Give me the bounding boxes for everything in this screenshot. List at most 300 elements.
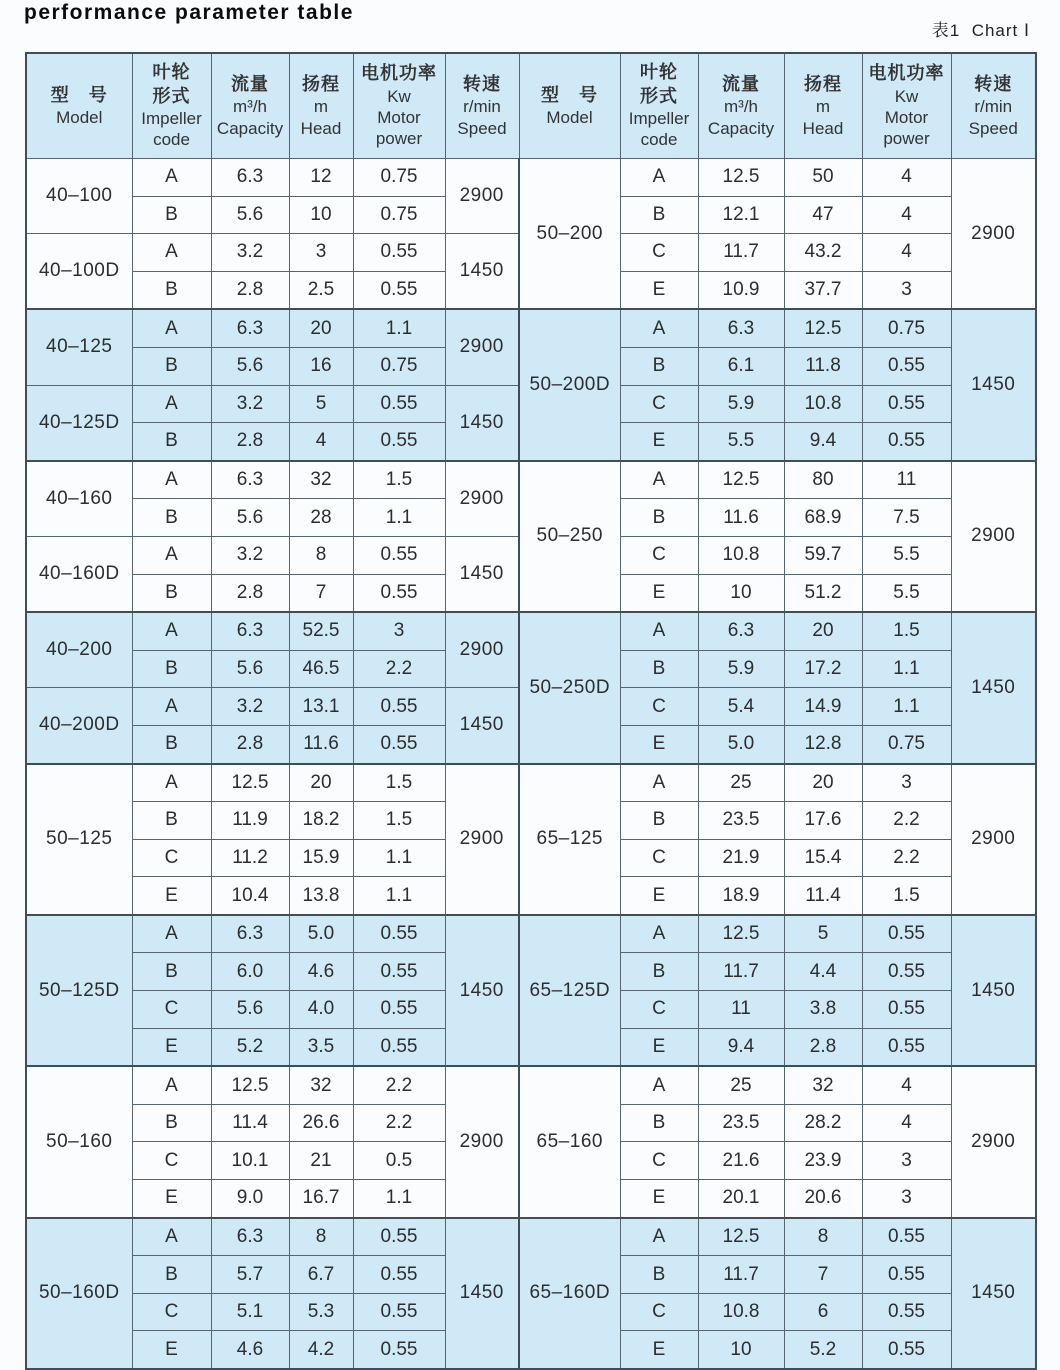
table-header bbox=[26, 53, 1036, 159]
model-cell: 40–125D bbox=[26, 385, 132, 461]
header-speed-left: 转速 r/min Speed bbox=[445, 53, 519, 159]
head-cell: 6 bbox=[784, 1293, 862, 1331]
power-cell: 5.5 bbox=[862, 536, 951, 574]
model-cell: 50–200D bbox=[519, 309, 620, 460]
power-cell: 0.75 bbox=[353, 196, 445, 234]
model-cell: 40–125 bbox=[26, 309, 132, 385]
impeller-code-cell: E bbox=[620, 423, 698, 461]
head-cell: 8 bbox=[289, 1218, 353, 1256]
head-cell: 12.5 bbox=[784, 309, 862, 347]
header-model-right: 型 号 Model bbox=[519, 53, 620, 159]
impeller-code-cell: A bbox=[620, 612, 698, 650]
table-row bbox=[26, 915, 1036, 953]
power-cell: 0.55 bbox=[353, 991, 445, 1029]
impeller-code-cell: E bbox=[620, 877, 698, 915]
table-row bbox=[26, 1218, 1036, 1256]
impeller-code-cell: C bbox=[620, 839, 698, 877]
capacity-cell: 6.3 bbox=[211, 461, 289, 499]
impeller-code-cell: C bbox=[132, 1142, 211, 1180]
capacity-cell: 6.3 bbox=[698, 309, 784, 347]
impeller-code-cell: B bbox=[620, 953, 698, 991]
capacity-cell: 10.8 bbox=[698, 536, 784, 574]
capacity-cell: 5.5 bbox=[698, 423, 784, 461]
impeller-code-cell: B bbox=[132, 499, 211, 537]
head-cell: 32 bbox=[289, 461, 353, 499]
capacity-cell: 10.1 bbox=[211, 1142, 289, 1180]
head-cell: 47 bbox=[784, 196, 862, 234]
capacity-cell: 6.3 bbox=[211, 1218, 289, 1256]
capacity-cell: 12.5 bbox=[698, 1218, 784, 1256]
capacity-cell: 12.5 bbox=[698, 461, 784, 499]
impeller-code-cell: C bbox=[620, 688, 698, 726]
impeller-code-cell: A bbox=[620, 159, 698, 197]
impeller-code-cell: C bbox=[620, 1293, 698, 1331]
power-cell: 2.2 bbox=[353, 1066, 445, 1104]
model-cell: 40–200D bbox=[26, 688, 132, 764]
impeller-code-cell: B bbox=[132, 423, 211, 461]
model-cell: 50–125D bbox=[26, 915, 132, 1066]
head-cell: 43.2 bbox=[784, 234, 862, 272]
head-cell: 5.0 bbox=[289, 915, 353, 953]
power-cell: 0.55 bbox=[353, 953, 445, 991]
impeller-code-cell: E bbox=[620, 1180, 698, 1218]
impeller-code-cell: C bbox=[132, 839, 211, 877]
speed-cell: 1450 bbox=[445, 1218, 519, 1369]
head-cell: 7 bbox=[289, 574, 353, 612]
impeller-code-cell: C bbox=[620, 385, 698, 423]
power-cell: 2.2 bbox=[862, 802, 951, 840]
capacity-cell: 11.2 bbox=[211, 839, 289, 877]
power-cell: 1.5 bbox=[353, 461, 445, 499]
speed-cell: 2900 bbox=[445, 1066, 519, 1217]
head-cell: 3.8 bbox=[784, 991, 862, 1029]
head-cell: 10.8 bbox=[784, 385, 862, 423]
head-cell: 50 bbox=[784, 159, 862, 197]
power-cell: 1.1 bbox=[862, 650, 951, 688]
power-cell: 0.55 bbox=[862, 991, 951, 1029]
power-cell: 0.55 bbox=[353, 385, 445, 423]
power-cell: 1.1 bbox=[862, 688, 951, 726]
head-cell: 59.7 bbox=[784, 536, 862, 574]
impeller-code-cell: B bbox=[620, 499, 698, 537]
capacity-cell: 5.6 bbox=[211, 347, 289, 385]
capacity-cell: 6.0 bbox=[211, 953, 289, 991]
head-cell: 5.2 bbox=[784, 1331, 862, 1369]
capacity-cell: 18.9 bbox=[698, 877, 784, 915]
head-cell: 16 bbox=[289, 347, 353, 385]
capacity-cell: 2.8 bbox=[211, 271, 289, 309]
model-cell: 40–160D bbox=[26, 536, 132, 612]
capacity-cell: 2.8 bbox=[211, 423, 289, 461]
capacity-cell: 11.4 bbox=[211, 1104, 289, 1142]
impeller-code-cell: C bbox=[132, 1293, 211, 1331]
power-cell: 0.75 bbox=[862, 309, 951, 347]
head-cell: 8 bbox=[289, 536, 353, 574]
power-cell: 1.1 bbox=[353, 309, 445, 347]
power-cell: 3 bbox=[862, 1142, 951, 1180]
capacity-cell: 10.9 bbox=[698, 271, 784, 309]
model-cell: 50–160 bbox=[26, 1066, 132, 1217]
head-cell: 52.5 bbox=[289, 612, 353, 650]
power-cell: 0.55 bbox=[353, 688, 445, 726]
power-cell: 1.1 bbox=[353, 1180, 445, 1218]
head-cell: 4 bbox=[289, 423, 353, 461]
capacity-cell: 11.7 bbox=[698, 234, 784, 272]
impeller-code-cell: B bbox=[132, 347, 211, 385]
power-cell: 3 bbox=[862, 271, 951, 309]
head-cell: 20.6 bbox=[784, 1180, 862, 1218]
capacity-cell: 12.1 bbox=[698, 196, 784, 234]
speed-cell: 1450 bbox=[445, 536, 519, 612]
speed-cell: 1450 bbox=[445, 915, 519, 1066]
head-cell: 18.2 bbox=[289, 802, 353, 840]
head-cell: 28.2 bbox=[784, 1104, 862, 1142]
power-cell: 0.55 bbox=[862, 1293, 951, 1331]
impeller-code-cell: B bbox=[620, 1256, 698, 1294]
head-cell: 8 bbox=[784, 1218, 862, 1256]
capacity-cell: 23.5 bbox=[698, 1104, 784, 1142]
header-impeller-right: 叶轮 形式 Impeller code bbox=[620, 53, 698, 159]
capacity-cell: 6.3 bbox=[211, 915, 289, 953]
capacity-cell: 5.6 bbox=[211, 991, 289, 1029]
head-cell: 32 bbox=[289, 1066, 353, 1104]
impeller-code-cell: A bbox=[132, 915, 211, 953]
power-cell: 1.5 bbox=[862, 612, 951, 650]
head-cell: 5 bbox=[289, 385, 353, 423]
model-cell: 40–160 bbox=[26, 461, 132, 537]
power-cell: 0.75 bbox=[353, 159, 445, 197]
head-cell: 11.6 bbox=[289, 725, 353, 763]
capacity-cell: 25 bbox=[698, 764, 784, 802]
impeller-code-cell: A bbox=[132, 1218, 211, 1256]
capacity-cell: 4.6 bbox=[211, 1331, 289, 1369]
speed-cell: 1450 bbox=[951, 915, 1036, 1066]
power-cell: 0.55 bbox=[353, 423, 445, 461]
power-cell: 1.1 bbox=[353, 839, 445, 877]
head-cell: 3.5 bbox=[289, 1028, 353, 1066]
table-row bbox=[26, 1066, 1036, 1104]
capacity-cell: 10.4 bbox=[211, 877, 289, 915]
table-body bbox=[26, 159, 1036, 1370]
capacity-cell: 21.9 bbox=[698, 839, 784, 877]
power-cell: 0.55 bbox=[862, 1218, 951, 1256]
impeller-code-cell: A bbox=[620, 461, 698, 499]
impeller-code-cell: B bbox=[132, 574, 211, 612]
impeller-code-cell: B bbox=[620, 196, 698, 234]
power-cell: 0.55 bbox=[862, 1331, 951, 1369]
impeller-code-cell: B bbox=[132, 1104, 211, 1142]
capacity-cell: 5.9 bbox=[698, 650, 784, 688]
speed-cell: 2900 bbox=[951, 1066, 1036, 1217]
capacity-cell: 25 bbox=[698, 1066, 784, 1104]
impeller-code-cell: A bbox=[620, 1066, 698, 1104]
header-power-right: 电机功率 Kw Motor power bbox=[862, 53, 951, 159]
power-cell: 0.55 bbox=[353, 1256, 445, 1294]
impeller-code-cell: B bbox=[132, 1256, 211, 1294]
capacity-cell: 6.3 bbox=[698, 612, 784, 650]
table-row bbox=[26, 159, 1036, 197]
head-cell: 26.6 bbox=[289, 1104, 353, 1142]
power-cell: 1.5 bbox=[862, 877, 951, 915]
performance-parameter-table bbox=[25, 52, 1037, 1370]
head-cell: 2.8 bbox=[784, 1028, 862, 1066]
model-cell: 65–125D bbox=[519, 915, 620, 1066]
impeller-code-cell: B bbox=[132, 725, 211, 763]
speed-cell: 1450 bbox=[445, 385, 519, 461]
power-cell: 0.55 bbox=[353, 574, 445, 612]
chart-label-en: Chart Ⅰ bbox=[971, 21, 1030, 40]
power-cell: 0.55 bbox=[862, 1256, 951, 1294]
power-cell: 0.55 bbox=[353, 725, 445, 763]
power-cell: 0.75 bbox=[353, 347, 445, 385]
impeller-code-cell: A bbox=[132, 688, 211, 726]
impeller-code-cell: A bbox=[620, 1218, 698, 1256]
head-cell: 17.2 bbox=[784, 650, 862, 688]
impeller-code-cell: C bbox=[620, 536, 698, 574]
model-cell: 50–200 bbox=[519, 159, 620, 310]
impeller-code-cell: B bbox=[620, 347, 698, 385]
impeller-code-cell: A bbox=[132, 764, 211, 802]
head-cell: 28 bbox=[289, 499, 353, 537]
head-cell: 20 bbox=[289, 309, 353, 347]
capacity-cell: 5.1 bbox=[211, 1293, 289, 1331]
model-cell: 65–125 bbox=[519, 764, 620, 915]
capacity-cell: 5.7 bbox=[211, 1256, 289, 1294]
head-cell: 12.8 bbox=[784, 725, 862, 763]
capacity-cell: 20.1 bbox=[698, 1180, 784, 1218]
power-cell: 0.5 bbox=[353, 1142, 445, 1180]
power-cell: 0.55 bbox=[353, 915, 445, 953]
impeller-code-cell: E bbox=[132, 1331, 211, 1369]
impeller-code-cell: A bbox=[132, 385, 211, 423]
head-cell: 5 bbox=[784, 915, 862, 953]
head-cell: 20 bbox=[289, 764, 353, 802]
power-cell: 3 bbox=[353, 612, 445, 650]
table-row bbox=[26, 612, 1036, 650]
power-cell: 0.55 bbox=[353, 1028, 445, 1066]
capacity-cell: 11 bbox=[698, 991, 784, 1029]
speed-cell: 2900 bbox=[445, 612, 519, 688]
capacity-cell: 5.2 bbox=[211, 1028, 289, 1066]
head-cell: 15.9 bbox=[289, 839, 353, 877]
impeller-code-cell: A bbox=[132, 309, 211, 347]
impeller-code-cell: C bbox=[620, 991, 698, 1029]
head-cell: 11.4 bbox=[784, 877, 862, 915]
capacity-cell: 11.9 bbox=[211, 802, 289, 840]
capacity-cell: 3.2 bbox=[211, 385, 289, 423]
impeller-code-cell: B bbox=[620, 650, 698, 688]
chart-number-label bbox=[932, 16, 1030, 41]
impeller-code-cell: C bbox=[620, 234, 698, 272]
table-row bbox=[26, 764, 1036, 802]
head-cell: 23.9 bbox=[784, 1142, 862, 1180]
capacity-cell: 6.1 bbox=[698, 347, 784, 385]
head-cell: 3 bbox=[289, 234, 353, 272]
head-cell: 13.1 bbox=[289, 688, 353, 726]
head-cell: 10 bbox=[289, 196, 353, 234]
power-cell: 0.55 bbox=[862, 953, 951, 991]
impeller-code-cell: E bbox=[620, 725, 698, 763]
power-cell: 0.55 bbox=[353, 1218, 445, 1256]
capacity-cell: 21.6 bbox=[698, 1142, 784, 1180]
impeller-code-cell: B bbox=[132, 802, 211, 840]
power-cell: 1.1 bbox=[353, 877, 445, 915]
head-cell: 32 bbox=[784, 1066, 862, 1104]
head-cell: 7 bbox=[784, 1256, 862, 1294]
model-cell: 40–200 bbox=[26, 612, 132, 688]
impeller-code-cell: E bbox=[132, 1180, 211, 1218]
capacity-cell: 11.7 bbox=[698, 953, 784, 991]
speed-cell: 2900 bbox=[951, 461, 1036, 612]
power-cell: 1.5 bbox=[353, 802, 445, 840]
impeller-code-cell: B bbox=[620, 802, 698, 840]
model-cell: 65–160 bbox=[519, 1066, 620, 1217]
power-cell: 0.55 bbox=[353, 1293, 445, 1331]
impeller-code-cell: E bbox=[620, 1028, 698, 1066]
head-cell: 46.5 bbox=[289, 650, 353, 688]
power-cell: 0.55 bbox=[353, 1331, 445, 1369]
capacity-cell: 6.3 bbox=[211, 159, 289, 197]
impeller-code-cell: A bbox=[620, 764, 698, 802]
head-cell: 13.8 bbox=[289, 877, 353, 915]
impeller-code-cell: B bbox=[620, 1104, 698, 1142]
capacity-cell: 23.5 bbox=[698, 802, 784, 840]
power-cell: 4 bbox=[862, 196, 951, 234]
model-cell: 65–160D bbox=[519, 1218, 620, 1369]
chart-label-zh: 表1 bbox=[931, 21, 961, 40]
power-cell: 4 bbox=[862, 159, 951, 197]
head-cell: 9.4 bbox=[784, 423, 862, 461]
power-cell: 0.55 bbox=[862, 1028, 951, 1066]
capacity-cell: 5.6 bbox=[211, 196, 289, 234]
power-cell: 3 bbox=[862, 1180, 951, 1218]
head-cell: 5.3 bbox=[289, 1293, 353, 1331]
power-cell: 3 bbox=[862, 764, 951, 802]
power-cell: 0.55 bbox=[862, 915, 951, 953]
head-cell: 14.9 bbox=[784, 688, 862, 726]
capacity-cell: 9.0 bbox=[211, 1180, 289, 1218]
power-cell: 0.55 bbox=[862, 347, 951, 385]
impeller-code-cell: A bbox=[132, 234, 211, 272]
power-cell: 4 bbox=[862, 234, 951, 272]
head-cell: 4.2 bbox=[289, 1331, 353, 1369]
capacity-cell: 3.2 bbox=[211, 688, 289, 726]
head-cell: 15.4 bbox=[784, 839, 862, 877]
head-cell: 4.0 bbox=[289, 991, 353, 1029]
power-cell: 2.2 bbox=[353, 650, 445, 688]
impeller-code-cell: B bbox=[132, 650, 211, 688]
impeller-code-cell: B bbox=[132, 953, 211, 991]
header-model-left: 型 号 Model bbox=[26, 53, 132, 159]
power-cell: 1.5 bbox=[353, 764, 445, 802]
page-title: performance parameter table bbox=[24, 1, 354, 24]
head-cell: 51.2 bbox=[784, 574, 862, 612]
speed-cell: 2900 bbox=[445, 461, 519, 537]
power-cell: 0.55 bbox=[353, 271, 445, 309]
head-cell: 4.4 bbox=[784, 953, 862, 991]
header-power-left: 电机功率 Kw Motor power bbox=[353, 53, 445, 159]
capacity-cell: 11.6 bbox=[698, 499, 784, 537]
power-cell: 11 bbox=[862, 461, 951, 499]
capacity-cell: 3.2 bbox=[211, 536, 289, 574]
capacity-cell: 2.8 bbox=[211, 725, 289, 763]
head-cell: 4.6 bbox=[289, 953, 353, 991]
speed-cell: 1450 bbox=[445, 234, 519, 310]
power-cell: 4 bbox=[862, 1104, 951, 1142]
capacity-cell: 5.0 bbox=[698, 725, 784, 763]
power-cell: 0.55 bbox=[862, 423, 951, 461]
capacity-cell: 10.8 bbox=[698, 1293, 784, 1331]
head-cell: 20 bbox=[784, 764, 862, 802]
capacity-cell: 12.5 bbox=[698, 159, 784, 197]
speed-cell: 1450 bbox=[445, 688, 519, 764]
model-cell: 50–160D bbox=[26, 1218, 132, 1369]
impeller-code-cell: A bbox=[132, 159, 211, 197]
speed-cell: 2900 bbox=[445, 309, 519, 385]
header-impeller-left: 叶轮 形式 Impeller code bbox=[132, 53, 211, 159]
model-cell: 40–100D bbox=[26, 234, 132, 310]
power-cell: 2.2 bbox=[862, 839, 951, 877]
impeller-code-cell: A bbox=[620, 309, 698, 347]
model-cell: 50–250D bbox=[519, 612, 620, 763]
impeller-code-cell: A bbox=[620, 915, 698, 953]
model-cell: 40–100 bbox=[26, 159, 132, 234]
impeller-code-cell: C bbox=[620, 1142, 698, 1180]
head-cell: 20 bbox=[784, 612, 862, 650]
head-cell: 6.7 bbox=[289, 1256, 353, 1294]
speed-cell: 1450 bbox=[951, 309, 1036, 460]
impeller-code-cell: E bbox=[132, 877, 211, 915]
head-cell: 21 bbox=[289, 1142, 353, 1180]
capacity-cell: 12.5 bbox=[211, 764, 289, 802]
power-cell: 0.75 bbox=[862, 725, 951, 763]
header-capacity-right: 流量 m³/h Capacity bbox=[698, 53, 784, 159]
impeller-code-cell: E bbox=[132, 1028, 211, 1066]
power-cell: 1.1 bbox=[353, 499, 445, 537]
capacity-cell: 10 bbox=[698, 1331, 784, 1369]
head-cell: 11.8 bbox=[784, 347, 862, 385]
model-cell: 50–250 bbox=[519, 461, 620, 612]
capacity-cell: 6.3 bbox=[211, 309, 289, 347]
capacity-cell: 9.4 bbox=[698, 1028, 784, 1066]
power-cell: 5.5 bbox=[862, 574, 951, 612]
power-cell: 0.55 bbox=[862, 385, 951, 423]
head-cell: 68.9 bbox=[784, 499, 862, 537]
header-row bbox=[26, 53, 1036, 159]
speed-cell: 2900 bbox=[445, 159, 519, 234]
capacity-cell: 6.3 bbox=[211, 612, 289, 650]
header-head-right: 扬程 m Head bbox=[784, 53, 862, 159]
table-row bbox=[26, 309, 1036, 347]
capacity-cell: 5.6 bbox=[211, 650, 289, 688]
capacity-cell: 12.5 bbox=[698, 915, 784, 953]
impeller-code-cell: E bbox=[620, 1331, 698, 1369]
capacity-cell: 5.9 bbox=[698, 385, 784, 423]
impeller-code-cell: A bbox=[132, 536, 211, 574]
head-cell: 17.6 bbox=[784, 802, 862, 840]
power-cell: 0.55 bbox=[353, 234, 445, 272]
header-speed-right: 转速 r/min Speed bbox=[951, 53, 1036, 159]
header-head-left: 扬程 m Head bbox=[289, 53, 353, 159]
table-row bbox=[26, 461, 1036, 499]
speed-cell: 2900 bbox=[445, 764, 519, 915]
impeller-code-cell: A bbox=[132, 1066, 211, 1104]
head-cell: 12 bbox=[289, 159, 353, 197]
head-cell: 2.5 bbox=[289, 271, 353, 309]
head-cell: 16.7 bbox=[289, 1180, 353, 1218]
impeller-code-cell: B bbox=[132, 271, 211, 309]
capacity-cell: 5.4 bbox=[698, 688, 784, 726]
